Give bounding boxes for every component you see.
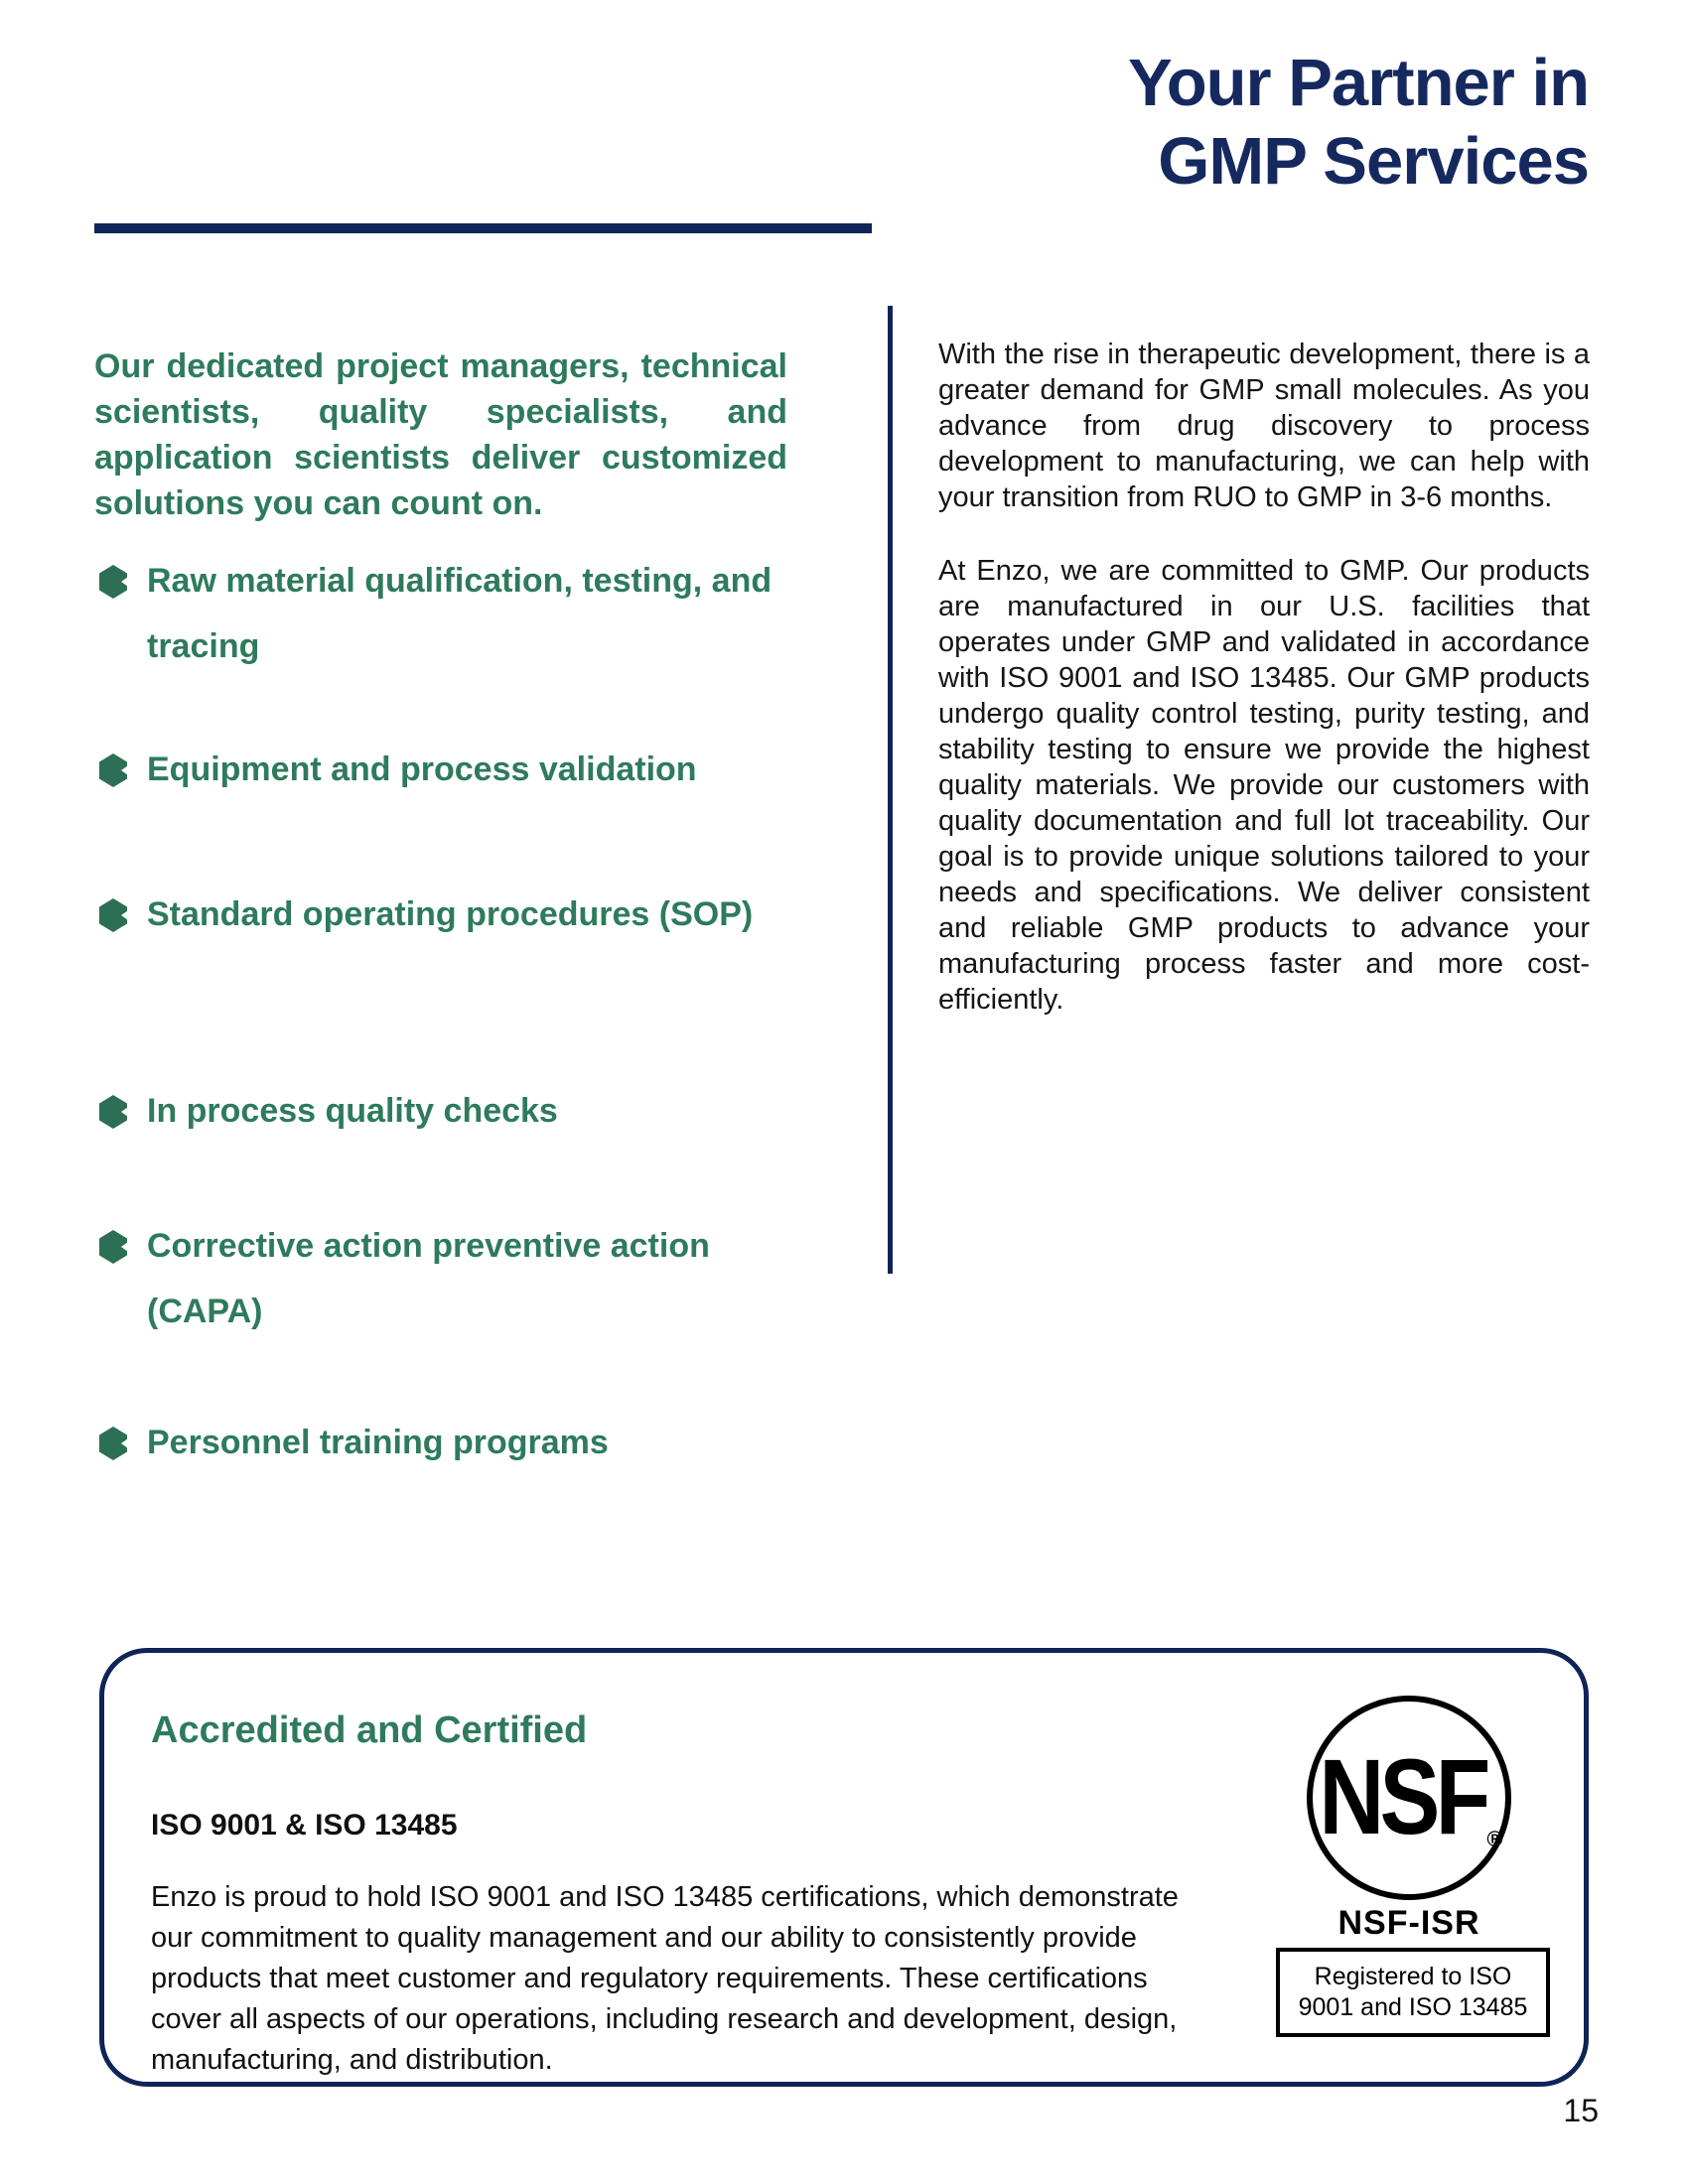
page-title-line-1: Your Partner in	[1127, 46, 1589, 120]
list-item-label: Corrective action preventive action (CAPA)	[147, 1227, 710, 1330]
list-item-label: Raw material qualification, testing, and tracing	[147, 562, 773, 665]
list-item	[99, 1078, 794, 1144]
list-item-label: Personnel training programs	[147, 1424, 609, 1461]
page-title	[1128, 44, 1589, 201]
iso-subheading: ISO 9001 & ISO 13485	[151, 1809, 458, 1842]
list-item	[99, 1213, 794, 1344]
page-title-line-2: GMP Services	[1158, 124, 1589, 199]
nsf-logo	[1307, 1696, 1511, 1900]
nsf-isr-label: NSF-ISR	[1337, 1904, 1480, 1942]
page-number: 15	[1563, 2093, 1599, 2128]
hexagon-bullet-icon	[99, 1095, 127, 1129]
list-item	[99, 882, 794, 947]
hexagon-bullet-icon	[99, 898, 127, 932]
iso-registration-badge	[1276, 1948, 1550, 2037]
list-item	[99, 737, 794, 802]
iso-registration-text: Registered to ISO 9001 and ISO 13485	[1298, 1963, 1528, 2021]
accreditation-body: Enzo is proud to hold ISO 9001 and ISO 13485 certifications, which demonstrate our commitment to quality management and our ability to consistently provide products that meet customer and regulatory requirements. These certifications cover all aspects of our operations, including research and development, design, manufacturing, and distribution.	[151, 1881, 1179, 2076]
list-item-label: Equipment and process validation	[147, 751, 697, 788]
hexagon-bullet-icon	[99, 565, 127, 599]
hexagon-bullet-icon	[99, 753, 127, 787]
body-paragraph-2: At Enzo, we are committed to GMP. Our products are manufactured in our U.S. facilities that operates under GMP and validated in accordance with ISO 9001 and ISO 13485. Our GMP products undergo quality control testing, purity testing, and stability testing to ensure we provide the highest quality materials. We provide our customers with quality documentation and full lot traceability. Our goal is to provide unique solutions tailored to your needs and specifications. We deliver consistent and reliable GMP products to advance your manufacturing process faster and more cost-efficiently.	[938, 555, 1590, 1016]
intro-text: Our dedicated project managers, technical scientists, quality specialists, and application scientists deliver customized solutions you can count on.	[94, 347, 787, 522]
nsf-logo-text: NSF	[1319, 1737, 1486, 1857]
hexagon-bullet-icon	[99, 1427, 127, 1460]
body-paragraph-1: With the rise in therapeutic development, there is a greater demand for GMP small molecules. As you advance from drug discovery to process development to manufacturing, we can help with your transition from RUO to GMP in 3-6 months.	[938, 339, 1590, 513]
registered-trademark-icon: ®	[1486, 1827, 1503, 1851]
list-item	[99, 1410, 794, 1475]
hexagon-bullet-icon	[99, 1230, 127, 1264]
list-item-label: In process quality checks	[147, 1092, 558, 1130]
horizontal-rule	[94, 223, 872, 233]
list-item	[99, 548, 794, 679]
list-item-label: Standard operating procedures (SOP)	[147, 895, 754, 933]
column-divider	[888, 306, 893, 1274]
accreditation-heading: Accredited and Certified	[151, 1709, 588, 1751]
